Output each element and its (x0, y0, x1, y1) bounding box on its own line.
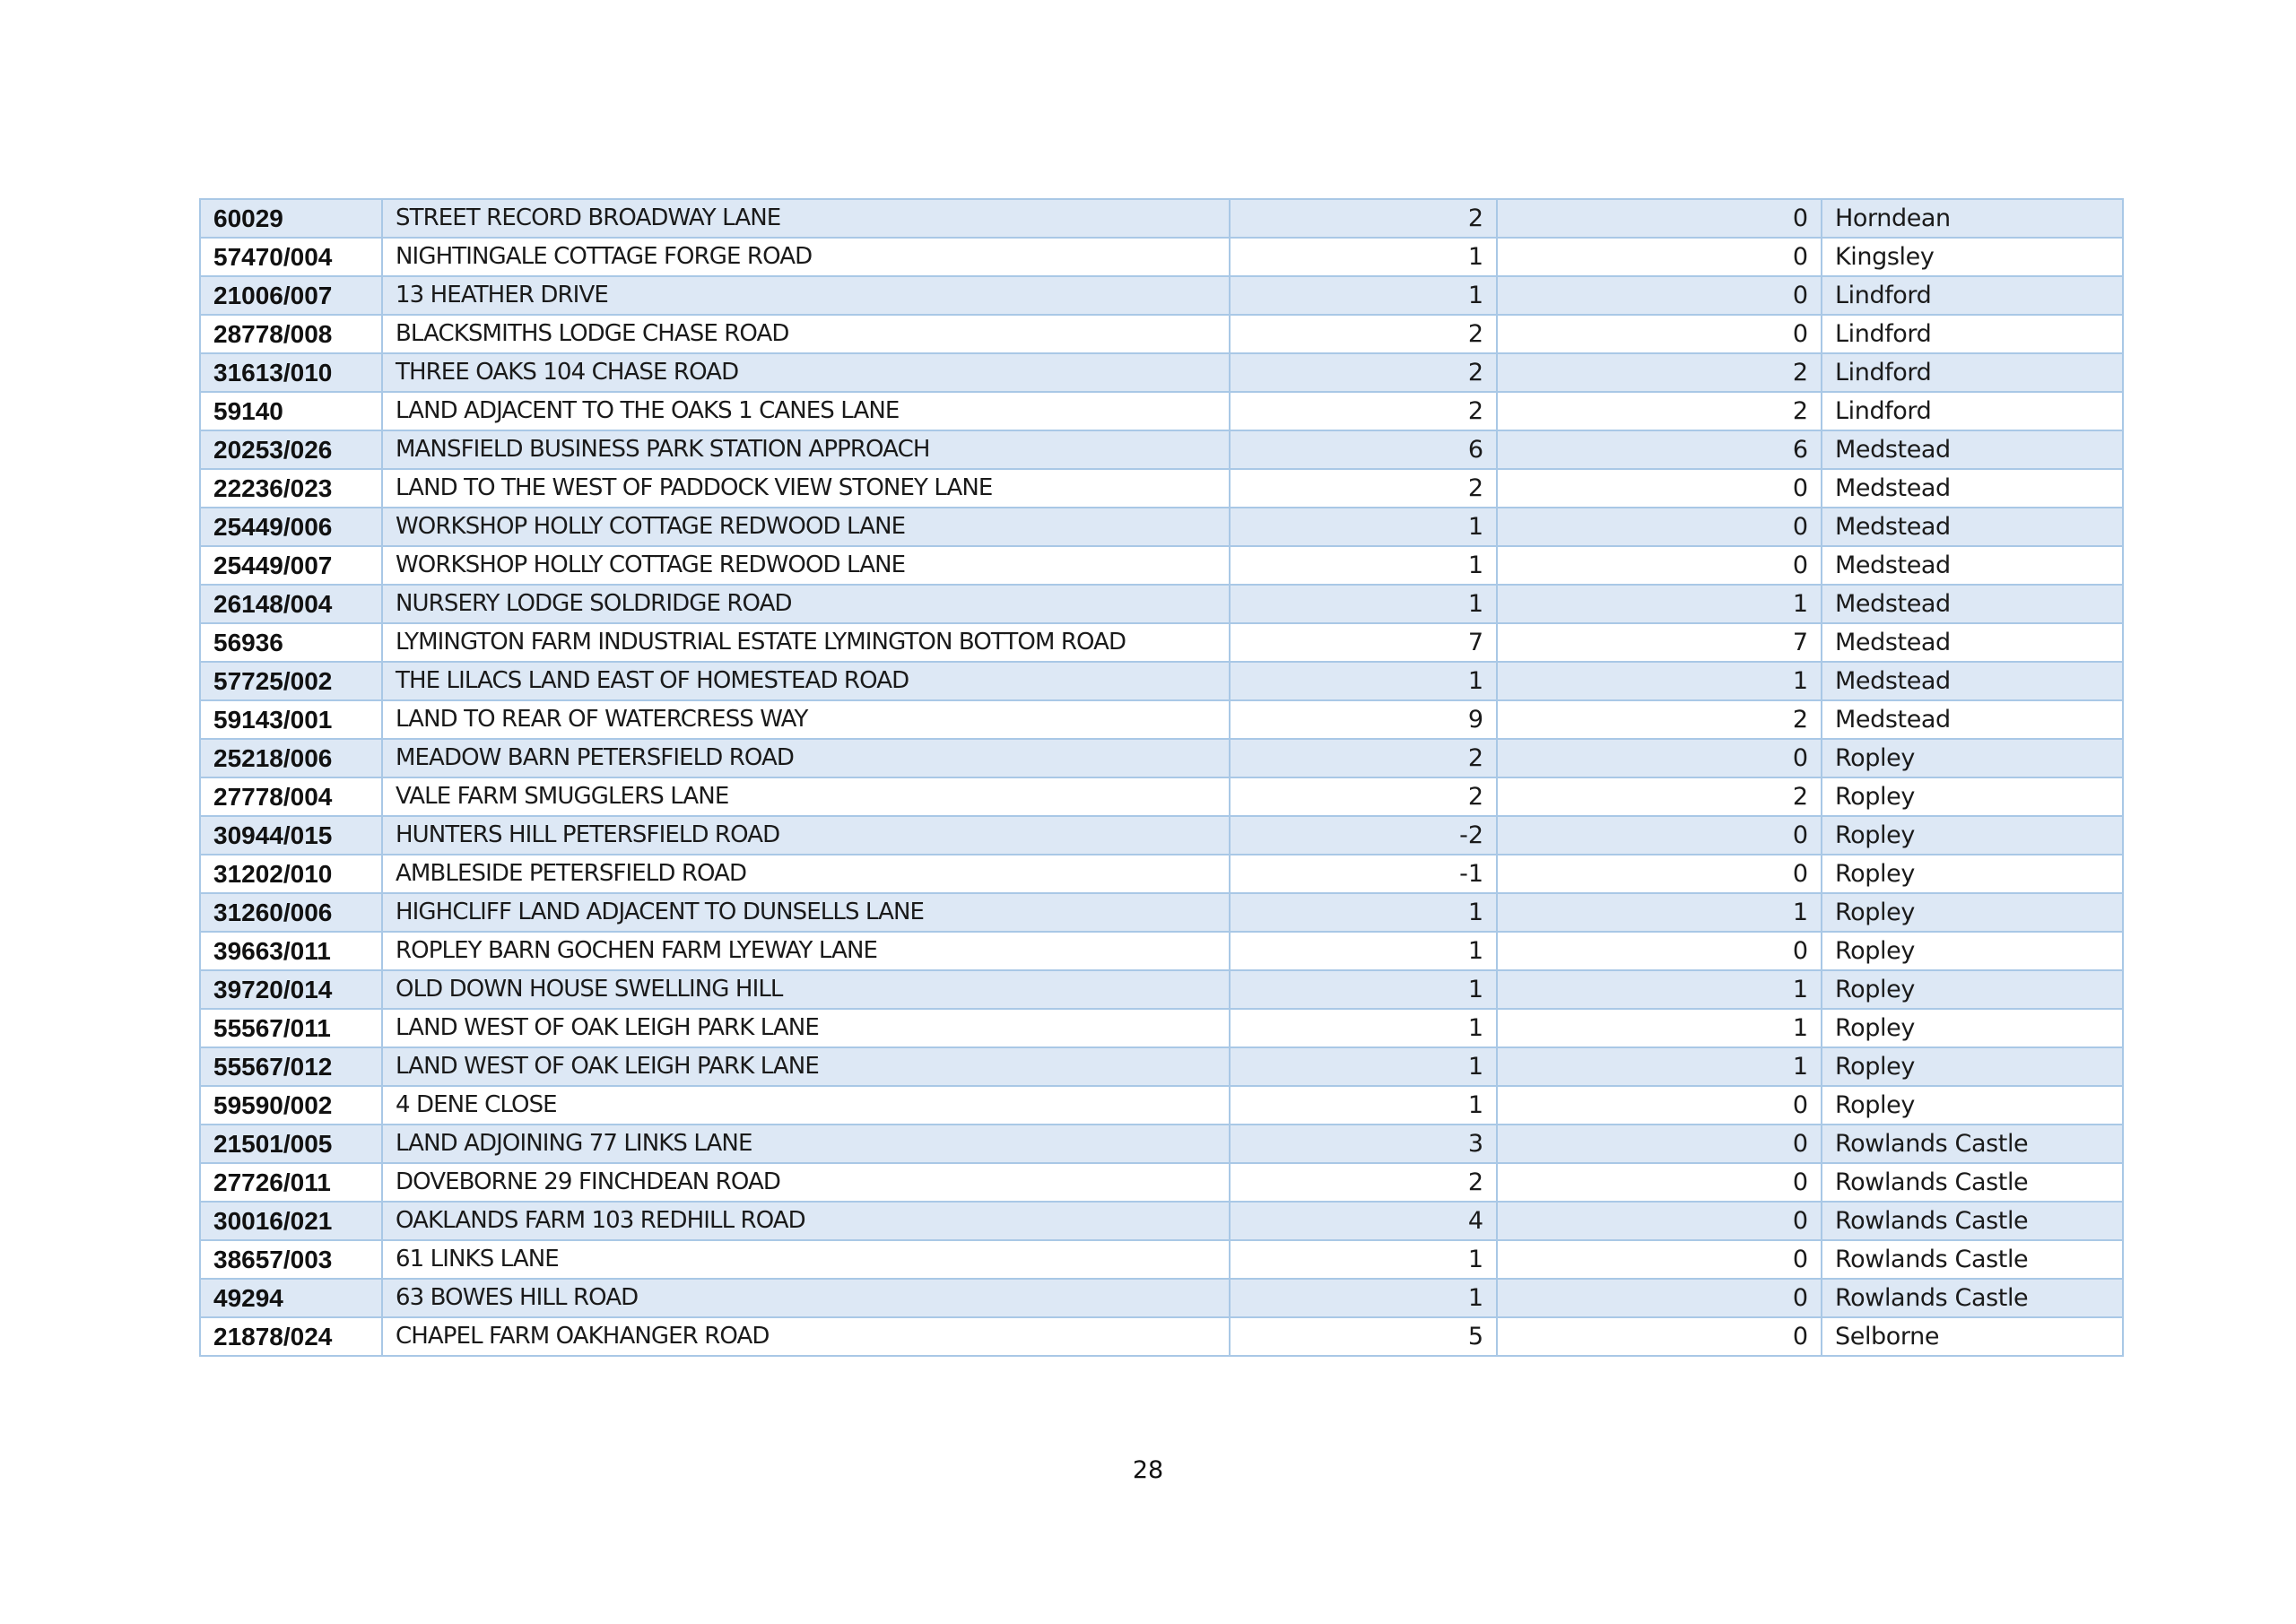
net-units-cell: 0 (1497, 238, 1822, 276)
reference-cell: 27778/004 (200, 777, 382, 816)
table-row (200, 739, 2123, 777)
reference-cell: 25218/006 (200, 739, 382, 777)
parish-cell: Ropley (1822, 816, 2123, 855)
table-row (200, 816, 2123, 855)
parish-cell: Medstead (1822, 469, 2123, 508)
gross-units-cell: 1 (1230, 1047, 1497, 1086)
reference-cell: 59140 (200, 392, 382, 430)
parish-cell: Ropley (1822, 739, 2123, 777)
net-units-cell: 7 (1497, 623, 1822, 662)
reference-cell: 39663/011 (200, 932, 382, 970)
net-units-cell: 0 (1497, 1240, 1822, 1279)
reference-cell: 31260/006 (200, 893, 382, 932)
net-units-cell: 0 (1497, 739, 1822, 777)
address-cell: THREE OAKS 104 CHASE ROAD (382, 353, 1230, 392)
table-row (200, 970, 2123, 1009)
address-cell: LAND TO REAR OF WATERCRESS WAY (382, 700, 1230, 739)
table-row (200, 469, 2123, 508)
table-row (200, 1202, 2123, 1240)
table-row (200, 623, 2123, 662)
reference-cell: 31202/010 (200, 855, 382, 893)
parish-cell: Rowlands Castle (1822, 1125, 2123, 1163)
table-row (200, 893, 2123, 932)
address-cell: 63 BOWES HILL ROAD (382, 1279, 1230, 1317)
gross-units-cell: 1 (1230, 662, 1497, 700)
address-cell: AMBLESIDE PETERSFIELD ROAD (382, 855, 1230, 893)
reference-cell: 57470/004 (200, 238, 382, 276)
address-cell: VALE FARM SMUGGLERS LANE (382, 777, 1230, 816)
parish-cell: Ropley (1822, 1009, 2123, 1047)
address-cell: LAND ADJOINING 77 LINKS LANE (382, 1125, 1230, 1163)
gross-units-cell: 1 (1230, 1240, 1497, 1279)
permissions-table (199, 198, 2124, 1357)
table-row (200, 1279, 2123, 1317)
parish-cell: Ropley (1822, 855, 2123, 893)
parish-cell: Medstead (1822, 623, 2123, 662)
gross-units-cell: 1 (1230, 508, 1497, 546)
parish-cell: Rowlands Castle (1822, 1279, 2123, 1317)
parish-cell: Lindford (1822, 315, 2123, 353)
address-cell: MANSFIELD BUSINESS PARK STATION APPROACH (382, 430, 1230, 469)
address-cell: OAKLANDS FARM 103 REDHILL ROAD (382, 1202, 1230, 1240)
reference-cell: 25449/007 (200, 546, 382, 585)
address-cell: 61 LINKS LANE (382, 1240, 1230, 1279)
reference-cell: 55567/012 (200, 1047, 382, 1086)
table-row (200, 1009, 2123, 1047)
table-row (200, 1163, 2123, 1202)
address-cell: NIGHTINGALE COTTAGE FORGE ROAD (382, 238, 1230, 276)
net-units-cell: 2 (1497, 392, 1822, 430)
reference-cell: 39720/014 (200, 970, 382, 1009)
parish-cell: Medstead (1822, 508, 2123, 546)
net-units-cell: 1 (1497, 1047, 1822, 1086)
gross-units-cell: 2 (1230, 1163, 1497, 1202)
gross-units-cell: 1 (1230, 1086, 1497, 1125)
table-row (200, 199, 2123, 238)
gross-units-cell: 1 (1230, 585, 1497, 623)
parish-cell: Medstead (1822, 662, 2123, 700)
net-units-cell: 1 (1497, 970, 1822, 1009)
gross-units-cell: 6 (1230, 430, 1497, 469)
gross-units-cell: 1 (1230, 1009, 1497, 1047)
address-cell: CHAPEL FARM OAKHANGER ROAD (382, 1317, 1230, 1356)
reference-cell: 56936 (200, 623, 382, 662)
address-cell: HUNTERS HILL PETERSFIELD ROAD (382, 816, 1230, 855)
net-units-cell: 0 (1497, 508, 1822, 546)
table-row (200, 315, 2123, 353)
reference-cell: 28778/008 (200, 315, 382, 353)
gross-units-cell: 1 (1230, 932, 1497, 970)
address-cell: BLACKSMITHS LODGE CHASE ROAD (382, 315, 1230, 353)
gross-units-cell: 1 (1230, 893, 1497, 932)
net-units-cell: 0 (1497, 932, 1822, 970)
gross-units-cell: 2 (1230, 199, 1497, 238)
net-units-cell: 0 (1497, 1163, 1822, 1202)
table-row (200, 932, 2123, 970)
address-cell: DOVEBORNE 29 FINCHDEAN ROAD (382, 1163, 1230, 1202)
page-number: 28 (1132, 1456, 1164, 1484)
address-cell: LAND WEST OF OAK LEIGH PARK LANE (382, 1009, 1230, 1047)
parish-cell: Ropley (1822, 1047, 2123, 1086)
net-units-cell: 0 (1497, 276, 1822, 315)
gross-units-cell: 2 (1230, 315, 1497, 353)
parish-cell: Lindford (1822, 276, 2123, 315)
reference-cell: 59143/001 (200, 700, 382, 739)
gross-units-cell: -1 (1230, 855, 1497, 893)
reference-cell: 27726/011 (200, 1163, 382, 1202)
parish-cell: Medstead (1822, 430, 2123, 469)
table-body (200, 199, 2123, 1356)
parish-cell: Ropley (1822, 932, 2123, 970)
table-row (200, 276, 2123, 315)
net-units-cell: 0 (1497, 469, 1822, 508)
parish-cell: Ropley (1822, 777, 2123, 816)
gross-units-cell: 2 (1230, 469, 1497, 508)
net-units-cell: 1 (1497, 585, 1822, 623)
parish-cell: Rowlands Castle (1822, 1240, 2123, 1279)
reference-cell: 49294 (200, 1279, 382, 1317)
gross-units-cell: 2 (1230, 777, 1497, 816)
address-cell: WORKSHOP HOLLY COTTAGE REDWOOD LANE (382, 508, 1230, 546)
net-units-cell: 1 (1497, 662, 1822, 700)
address-cell: ROPLEY BARN GOCHEN FARM LYEWAY LANE (382, 932, 1230, 970)
parish-cell: Rowlands Castle (1822, 1202, 2123, 1240)
net-units-cell: 0 (1497, 546, 1822, 585)
table-row (200, 546, 2123, 585)
address-cell: STREET RECORD BROADWAY LANE (382, 199, 1230, 238)
net-units-cell: 0 (1497, 1279, 1822, 1317)
reference-cell: 30944/015 (200, 816, 382, 855)
address-cell: LAND ADJACENT TO THE OAKS 1 CANES LANE (382, 392, 1230, 430)
reference-cell: 20253/026 (200, 430, 382, 469)
reference-cell: 31613/010 (200, 353, 382, 392)
table-row (200, 1047, 2123, 1086)
net-units-cell: 0 (1497, 855, 1822, 893)
reference-cell: 26148/004 (200, 585, 382, 623)
table-row (200, 238, 2123, 276)
address-cell: THE LILACS LAND EAST OF HOMESTEAD ROAD (382, 662, 1230, 700)
reference-cell: 21006/007 (200, 276, 382, 315)
gross-units-cell: 1 (1230, 276, 1497, 315)
reference-cell: 25449/006 (200, 508, 382, 546)
reference-cell: 38657/003 (200, 1240, 382, 1279)
net-units-cell: 1 (1497, 893, 1822, 932)
reference-cell: 55567/011 (200, 1009, 382, 1047)
address-cell: MEADOW BARN PETERSFIELD ROAD (382, 739, 1230, 777)
table-row (200, 855, 2123, 893)
reference-cell: 60029 (200, 199, 382, 238)
reference-cell: 21878/024 (200, 1317, 382, 1356)
address-cell: 13 HEATHER DRIVE (382, 276, 1230, 315)
parish-cell: Selborne (1822, 1317, 2123, 1356)
parish-cell: Lindford (1822, 353, 2123, 392)
net-units-cell: 0 (1497, 1125, 1822, 1163)
gross-units-cell: 1 (1230, 1279, 1497, 1317)
table-row (200, 777, 2123, 816)
table-row (200, 1086, 2123, 1125)
net-units-cell: 0 (1497, 315, 1822, 353)
gross-units-cell: 2 (1230, 392, 1497, 430)
parish-cell: Horndean (1822, 199, 2123, 238)
reference-cell: 30016/021 (200, 1202, 382, 1240)
reference-cell: 22236/023 (200, 469, 382, 508)
gross-units-cell: 5 (1230, 1317, 1497, 1356)
net-units-cell: 0 (1497, 816, 1822, 855)
table-row (200, 353, 2123, 392)
gross-units-cell: 1 (1230, 970, 1497, 1009)
parish-cell: Medstead (1822, 585, 2123, 623)
table-row (200, 430, 2123, 469)
gross-units-cell: 9 (1230, 700, 1497, 739)
address-cell: LAND WEST OF OAK LEIGH PARK LANE (382, 1047, 1230, 1086)
reference-cell: 59590/002 (200, 1086, 382, 1125)
address-cell: NURSERY LODGE SOLDRIDGE ROAD (382, 585, 1230, 623)
net-units-cell: 1 (1497, 1009, 1822, 1047)
gross-units-cell: 1 (1230, 546, 1497, 585)
address-cell: OLD DOWN HOUSE SWELLING HILL (382, 970, 1230, 1009)
table-row (200, 392, 2123, 430)
gross-units-cell: 7 (1230, 623, 1497, 662)
parish-cell: Kingsley (1822, 238, 2123, 276)
gross-units-cell: 3 (1230, 1125, 1497, 1163)
address-cell: LYMINGTON FARM INDUSTRIAL ESTATE LYMINGTON BOTTOM ROAD (382, 623, 1230, 662)
table-row (200, 1317, 2123, 1356)
address-cell: WORKSHOP HOLLY COTTAGE REDWOOD LANE (382, 546, 1230, 585)
reference-cell: 21501/005 (200, 1125, 382, 1163)
table-row (200, 1240, 2123, 1279)
gross-units-cell: 4 (1230, 1202, 1497, 1240)
parish-cell: Rowlands Castle (1822, 1163, 2123, 1202)
reference-cell: 57725/002 (200, 662, 382, 700)
gross-units-cell: 2 (1230, 353, 1497, 392)
net-units-cell: 2 (1497, 353, 1822, 392)
net-units-cell: 0 (1497, 1086, 1822, 1125)
table-row (200, 585, 2123, 623)
address-cell: 4 DENE CLOSE (382, 1086, 1230, 1125)
table-row (200, 508, 2123, 546)
gross-units-cell: 2 (1230, 739, 1497, 777)
net-units-cell: 2 (1497, 700, 1822, 739)
gross-units-cell: 1 (1230, 238, 1497, 276)
table-row (200, 700, 2123, 739)
parish-cell: Medstead (1822, 700, 2123, 739)
table-row (200, 662, 2123, 700)
net-units-cell: 0 (1497, 199, 1822, 238)
gross-units-cell: -2 (1230, 816, 1497, 855)
net-units-cell: 6 (1497, 430, 1822, 469)
net-units-cell: 2 (1497, 777, 1822, 816)
parish-cell: Medstead (1822, 546, 2123, 585)
parish-cell: Ropley (1822, 893, 2123, 932)
parish-cell: Lindford (1822, 392, 2123, 430)
net-units-cell: 0 (1497, 1317, 1822, 1356)
address-cell: HIGHCLIFF LAND ADJACENT TO DUNSELLS LANE (382, 893, 1230, 932)
parish-cell: Ropley (1822, 970, 2123, 1009)
table-row (200, 1125, 2123, 1163)
net-units-cell: 0 (1497, 1202, 1822, 1240)
address-cell: LAND TO THE WEST OF PADDOCK VIEW STONEY LANE (382, 469, 1230, 508)
parish-cell: Ropley (1822, 1086, 2123, 1125)
